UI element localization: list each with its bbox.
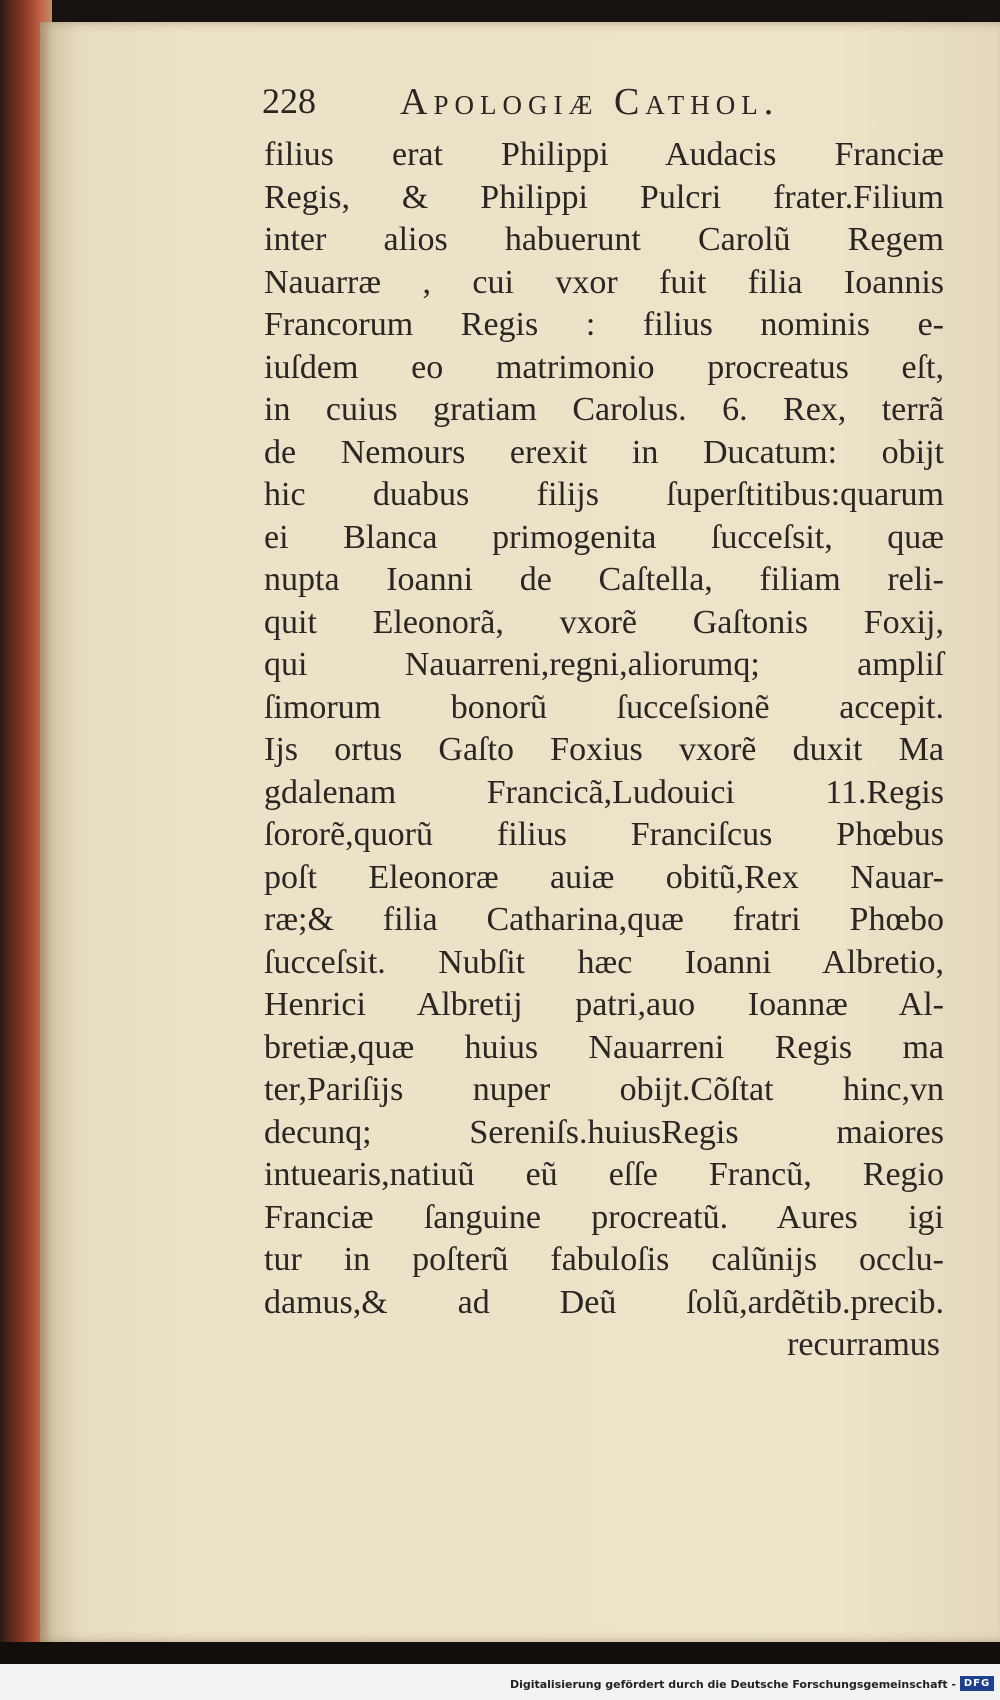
text-line: Henrici Albretij patri,auo Ioannæ Al- [264,986,944,1023]
page-number: 228 [262,81,316,121]
running-title: Apologiæ Cathol. [400,81,780,123]
text-line: ei Blanca primogenita ſucceſsit, quæ [264,518,944,556]
text-line: decunq; Sereniſs.huiusRegis maiores [264,1113,944,1151]
top-edge [0,0,1000,22]
text-line: ter,Pariſijs nuper obijt.Cõſtat hinc,vn [264,1071,944,1108]
bottom-edge [0,1642,1000,1664]
text-line: ſimorum bonorũ ſucceſsionẽ accepit. [264,688,944,726]
dfg-logo-icon[interactable]: DFG [960,1676,994,1691]
text-line: Franciæ ſanguine procreatũ. Aures igi [264,1198,944,1236]
text-line: tur in poſterũ fabuloſis calũnijs occlu- [264,1241,944,1278]
text-line: hic duabus filijs ſuperſtitibus:quarum [264,476,944,513]
text-line: gdalenam Francicã,Ludouici 11.Regis [264,773,944,811]
digitization-credit: Digitalisierung gefördert durch die Deutsche Forschungsgemeinschaft - [509,1678,956,1691]
catchword: recurramus [787,1326,940,1363]
text-line: ſororẽ,quorũ filius Franciſcus Phœbus [264,816,944,853]
text-line: qui Nauarreni,regni,aliorumq; ampliſ [264,646,944,683]
text-line: Ijs ortus Gaſto Foxius vxorẽ duxit Ma [264,731,944,768]
text-line: de Nemours erexit in Ducatum: obijt [264,433,944,471]
text-line: intuearis,natiuũ eũ eſſe Francũ, Regio [264,1156,944,1193]
text-line: ſucceſsit. Nubſit hæc Ioanni Albretio, [264,943,944,981]
text-line: iuſdem eo matrimonio procreatus eſt, [264,348,944,386]
text-line: inter alios habuerunt Carolũ Regem [264,221,944,258]
text-line: Regis, & Philippi Pulcri frater.Filium [264,178,944,216]
text-block [264,134,944,1367]
running-head [262,80,902,130]
text-line: damus,& ad Deũ ſolũ,ardẽtib.precib. [264,1283,944,1321]
text-line: filius erat Philippi Audacis Franciæ [264,136,944,173]
text-line: ræ;& filia Catharina,quæ fratri Phœbo [264,901,944,938]
text-line: quit Eleonorã, vxorẽ Gaſtonis Foxij, [264,603,944,641]
text-line: Francorum Regis : filius nominis e- [264,306,944,343]
text-line: Nauarræ , cui vxor fuit filia Ioannis [264,263,944,301]
text-line: poſt Eleonoræ auiæ obitũ,Rex Nauar- [264,858,944,896]
text-line: in cuius gratiam Carolus. 6. Rex, terrã [264,391,944,428]
text-line: nupta Ioanni de Caſtella, filiam reli- [264,561,944,598]
text-line: bretiæ,quæ huius Nauarreni Regis ma [264,1028,944,1066]
